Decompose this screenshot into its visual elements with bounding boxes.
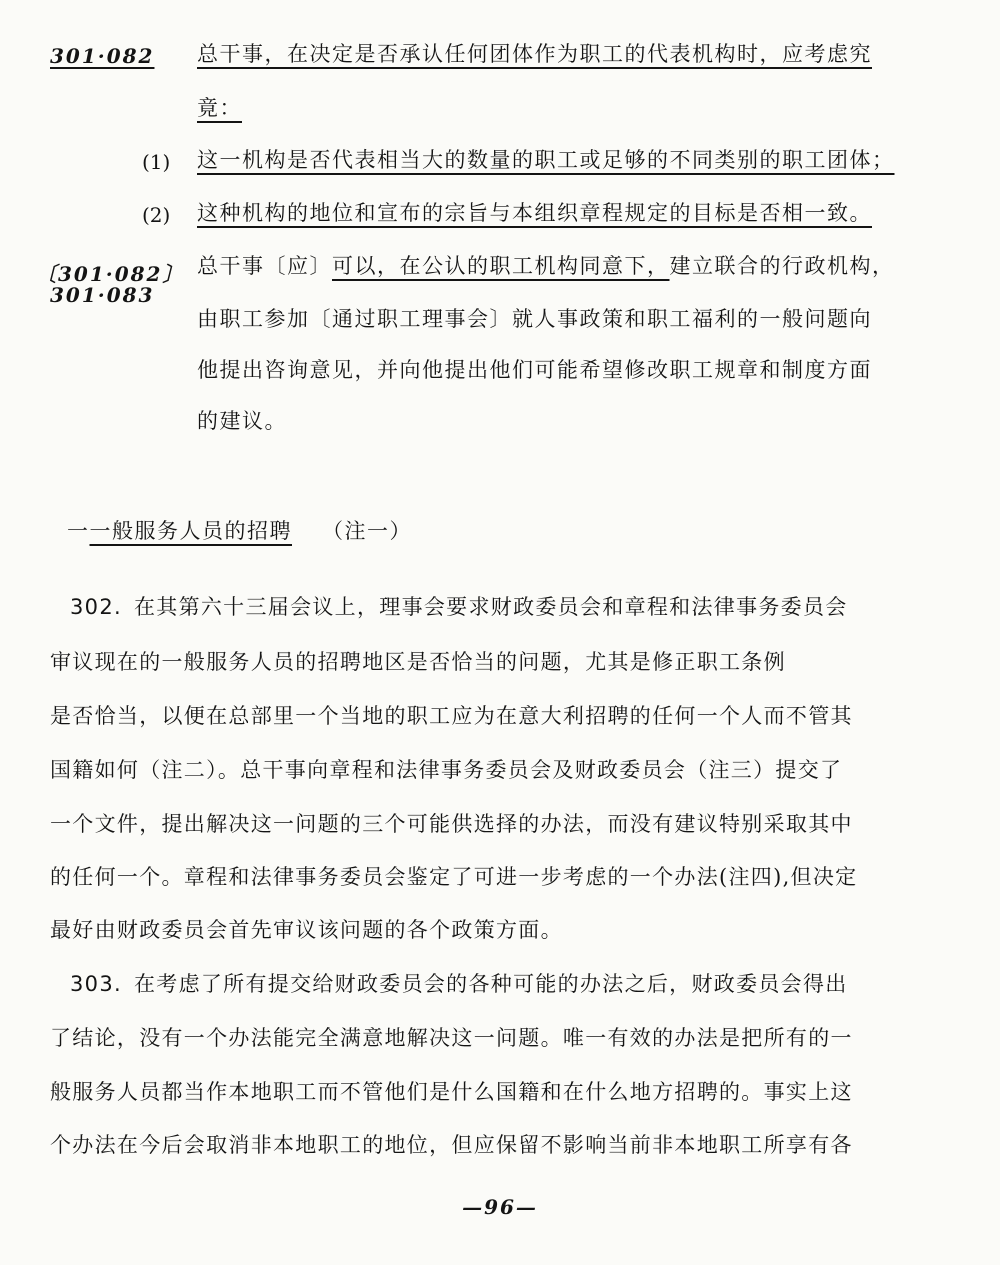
underlined-segment: 可以，在公认的职工机构同意下，	[332, 254, 670, 278]
paragraph-text: 在考虑了所有提交给财政委员会的各种可能的办法之后，财政委员会得出	[133, 972, 848, 996]
paragraph-number: 302.	[70, 595, 122, 619]
heading-note: （注一）	[322, 519, 412, 543]
paragraph-line: 审议现在的一般服务人员的招聘地区是否恰当的问题，尤其是修正职工条例	[50, 650, 786, 674]
paragraph-line	[70, 972, 940, 997]
paragraph-line: 般服务人员都当作本地职工而不管他们是什么国籍和在什么地方招聘的。事实上这	[50, 1080, 853, 1104]
text-segment: 建立联合的行政机构，	[669, 254, 895, 278]
paragraph-line: 一个文件，提出解决这一问题的三个可能供选择的办法，而没有建议特别采取其中	[50, 812, 853, 836]
text-line: 的建议。	[197, 409, 287, 433]
text-line	[197, 254, 942, 279]
text-line: 由职工参加〔通过职工理事会〕就人事政策和职工福利的一般问题向	[197, 307, 872, 331]
heading-prefix: 一	[67, 519, 90, 543]
section-code: 301·082	[50, 44, 155, 68]
text-line: 总干事，在决定是否承认任何团体作为职工的代表机构时，应考虑究	[197, 42, 872, 66]
paragraph-line	[70, 595, 940, 620]
paragraph-line: 是否恰当，以便在总部里一个当地的职工应为在意大利招聘的任何一个人而不管其	[50, 704, 853, 728]
text-line: 他提出咨询意见，并向他提出他们可能希望修改职工规章和制度方面	[197, 358, 872, 382]
paragraph-number: 303.	[70, 972, 122, 996]
paragraph-line: 的任何一个。章程和法律事务委员会鉴定了可进一步考虑的一个办法(注四),但决定	[50, 865, 858, 889]
paragraph-text: 在其第六十三届会议上，理事会要求财政委员会和章程和法律事务委员会	[133, 595, 848, 619]
paragraph-line: 国籍如何（注二）。总干事向章程和法律事务委员会及财政委员会（注三）提交了	[50, 758, 843, 782]
text-line: 竟：	[197, 96, 242, 120]
paragraph-line: 了结论，没有一个办法能完全满意地解决这一问题。唯一有效的办法是把所有的一	[50, 1026, 853, 1050]
section-code: 〔301·082〕	[36, 262, 185, 286]
paragraph-line: 最好由财政委员会首先审议该问题的各个政策方面。	[50, 918, 563, 942]
text-segment: 总干事〔应〕	[197, 254, 332, 278]
section-code: 301·083	[50, 283, 155, 307]
paragraph-line: 个办法在今后会取消非本地职工的地位，但应保留不影响当前非本地职工所享有各	[50, 1133, 853, 1157]
item-number: (1)	[142, 150, 171, 174]
heading-title: 一般服务人员的招聘	[89, 519, 292, 543]
item-number: (2)	[142, 203, 171, 227]
item-text: 这一机构是否代表相当大的数量的职工或足够的不同类别的职工团体；	[197, 148, 895, 172]
section-heading	[67, 515, 412, 545]
page-number: —96—	[462, 1195, 538, 1219]
item-text: 这种机构的地位和宣布的宗旨与本组织章程规定的目标是否相一致。	[197, 201, 872, 225]
